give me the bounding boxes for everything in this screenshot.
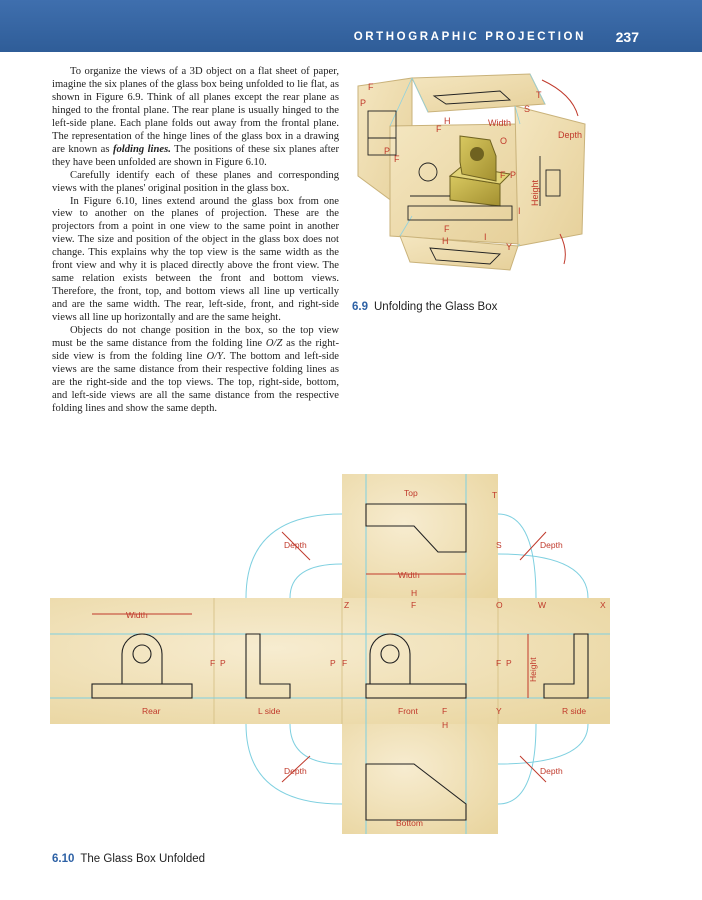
- label-H: H: [411, 588, 418, 598]
- paragraph-2: Carefully identify each of these planes and corresponding views with the planes' original position in the glass box.: [52, 169, 339, 194]
- label-F-5: F: [442, 706, 448, 716]
- label-FP2: P: [510, 170, 517, 180]
- label-lside: L side: [258, 706, 281, 716]
- label-F: F: [368, 82, 374, 92]
- label-I2: I: [484, 232, 487, 242]
- label-depth-1: Depth: [284, 540, 307, 550]
- label-F-4: F: [496, 658, 502, 668]
- label-F-2: F: [210, 658, 216, 668]
- paragraph-3: In Figure 6.10, lines extend around the glass box from one view to another on the planes of projection. These are the projectors from a point in one view to the same point in another view. The size and position of the object in the glass box does not change. This explains why the top view is the same width as the front view and why it is placed directly above the front view. The same relation exists between the front and bottom views. Therefore, the front, top, and bottom views all line up vertically and are the same width. The rear, left-side, front, and right-side views all line up horizontally and are the same height.: [52, 195, 339, 324]
- label-rear: Rear: [142, 706, 161, 716]
- label-H: H: [444, 116, 451, 126]
- label-H-2: H: [442, 720, 449, 730]
- paragraph-4: Objects do not change position in the box, so the top view must be the same distance from the folding line O/Z as the right-side view is from the folding line O/Y. The bottom and left-side views are the same distance from their respective folding lines as are the right-side and the top views. The top, right-side, bottom, and left-side views are all the same distance from the respective folding lines and show the same depth.: [52, 325, 339, 414]
- label-rside: R side: [562, 706, 587, 716]
- label-S: S: [524, 104, 531, 114]
- label-P: P: [360, 98, 367, 108]
- label-T: T: [536, 90, 542, 100]
- label-F: F: [411, 600, 417, 610]
- label-height: Height: [528, 657, 538, 682]
- label-Y: Y: [496, 706, 502, 716]
- label-F4: F: [444, 224, 450, 234]
- label-Y: Y: [506, 242, 513, 252]
- label-height: Height: [530, 179, 540, 206]
- figure-6-9-glass-box-illustration: [350, 66, 600, 290]
- page-number: 237: [615, 29, 639, 45]
- label-W: W: [538, 600, 547, 610]
- label-depth-2: Depth: [540, 540, 563, 550]
- label-F2: F: [436, 124, 442, 134]
- label-width: Width: [488, 118, 512, 128]
- label-O: O: [496, 600, 503, 610]
- label-S: S: [496, 540, 502, 550]
- label-H2: H: [442, 236, 449, 246]
- label-P-2: P: [330, 658, 336, 668]
- figure-6-10-unfolded-glass-box: [50, 474, 610, 844]
- label-P-3: P: [506, 658, 512, 668]
- label-width-rear: Width: [126, 610, 148, 620]
- right-side-plane: [515, 106, 585, 246]
- label-depth-3: Depth: [284, 766, 307, 776]
- label-depth: Depth: [558, 130, 583, 140]
- label-P2: P: [384, 146, 391, 156]
- label-P: P: [220, 658, 226, 668]
- term-folding-lines: folding lines.: [112, 143, 171, 155]
- label-Z: Z: [344, 600, 350, 610]
- label-front: Front: [398, 706, 418, 716]
- page-header: [0, 0, 702, 52]
- label-depth-4: Depth: [540, 766, 563, 776]
- label-O: O: [500, 136, 508, 146]
- top-plane: [342, 474, 498, 598]
- figure-6-10-caption: 6.10 The Glass Box Unfolded: [52, 853, 206, 865]
- label-top: Top: [404, 488, 418, 498]
- label-I: I: [518, 206, 521, 216]
- chapter-title: ORTHOGRAPHIC PROJECTION: [353, 31, 586, 43]
- label-bottom: Bottom: [396, 818, 423, 828]
- label-width-top: Width: [398, 570, 420, 580]
- label-F-3: F: [342, 658, 348, 668]
- label-FP: F: [500, 170, 506, 180]
- body-text: [52, 66, 339, 416]
- label-T: T: [492, 490, 498, 500]
- label-F3: F: [394, 154, 400, 164]
- paragraph-1: To organize the views of a 3D object on a flat sheet of paper, imagine the six planes of the glass box being unfolded to lie flat, as shown in Figure 6.9. Think of all planes except the rear plane as hinged to the frontal plane. The rear plane is usually hinged to the left-side plane. Each plane folds out away from the frontal plane. The representation of the hinge lines of the glass box in a drawing are known as folding lines. The positions of these six planes after they have been unfolded are shown in Figure 6.10.: [52, 66, 339, 168]
- label-X: X: [600, 600, 606, 610]
- figure-6-9-caption: 6.9 Unfolding the Glass Box: [352, 301, 498, 313]
